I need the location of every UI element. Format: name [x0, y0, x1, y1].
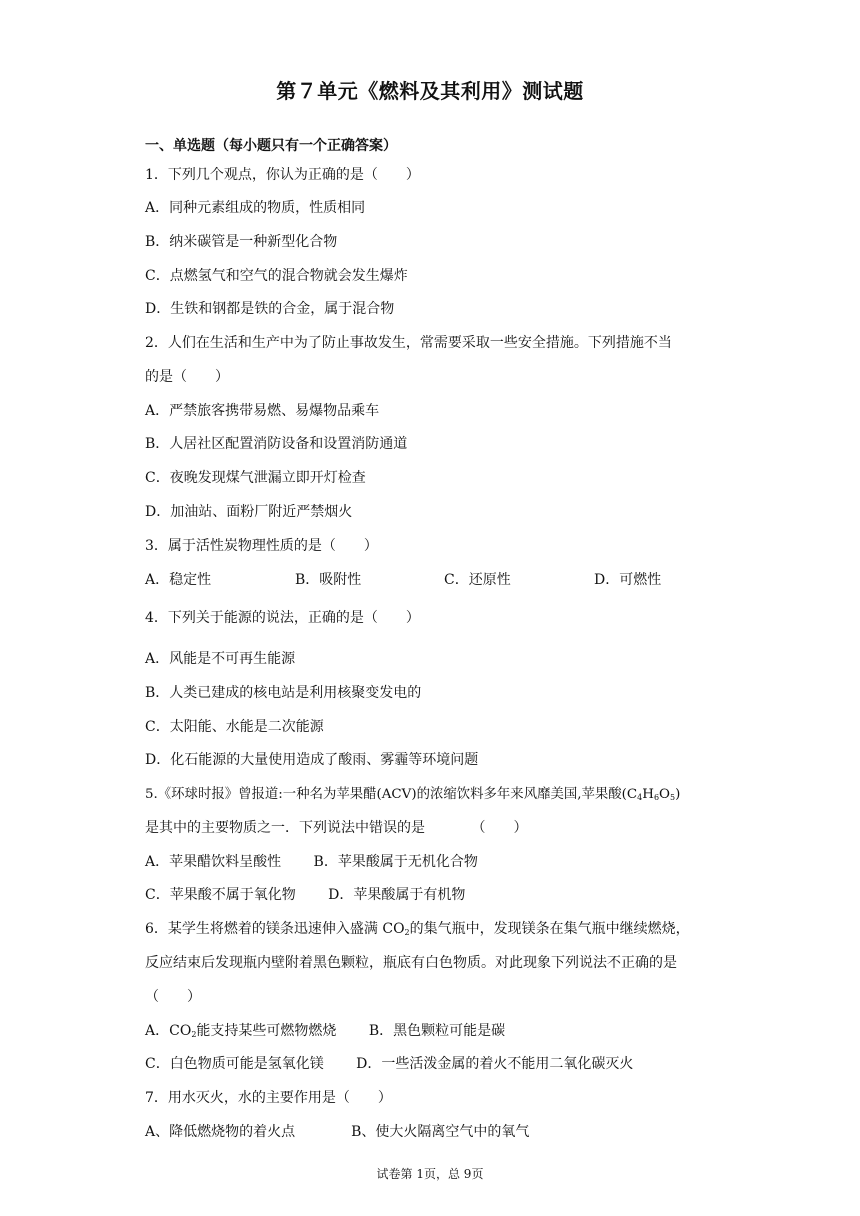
q5-text-o: O [659, 787, 671, 802]
question-3-stem: 3．属于活性炭物理性质的是（ ） [145, 538, 378, 554]
question-3-option-d: D．可燃性 [594, 572, 662, 588]
question-4-stem: 4．下列关于能源的说法，正确的是（ ） [145, 610, 420, 626]
question-7-stem: 7．用水灭火，水的主要作用是（ ） [145, 1090, 392, 1106]
question-2-option-a: A．严禁旅客携带易燃、易爆物品乘车 [145, 403, 380, 419]
question-5-options-cd: C．苹果酸不属于氧化物 D．苹果酸属于有机物 [145, 887, 466, 903]
q6-a-post: 能支持某些可燃物燃烧 B．黑色颗粒可能是碳 [196, 1023, 506, 1039]
question-6-options-cd: C．白色物质可能是氢氧化镁 D．一些活泼金属的着火不能用二氧化碳灭火 [145, 1056, 634, 1072]
q6-a-sub: 2 [191, 1030, 197, 1039]
question-5-options-ab: A．苹果醋饮料呈酸性 B．苹果酸属于无机化合物 [145, 854, 478, 870]
question-2-stem-line2: 的是（ ） [145, 369, 229, 385]
question-1-option-c: C．点燃氢气和空气的混合物就会发生爆炸 [145, 268, 408, 284]
question-5-stem-line2: 是其中的主要物质之一．下列说法中错误的是 （ ） [145, 820, 528, 836]
question-6-options-ab [145, 1020, 505, 1040]
question-2-option-d: D．加油站、面粉厂附近严禁烟火 [145, 504, 353, 520]
question-4-option-d: D．化石能源的大量使用造成了酸雨、雾霾等环境问题 [145, 752, 479, 768]
question-2-stem-line1: 2．人们在生活和生产中为了防止事故发生，常需要采取一些安全措施。下列措施不当 [145, 335, 672, 351]
q5-text-post: ) [675, 787, 681, 802]
q6-sub: 2 [404, 928, 410, 937]
question-6-stem-line2: 反应结束后发现瓶内壁附着黑色颗粒，瓶底有白色物质。对此现象下列说法不正确的是 [145, 955, 677, 971]
question-1-option-b: B．纳米碳管是一种新型化合物 [145, 234, 338, 250]
question-2-option-c: C．夜晚发现煤气泄漏立即开灯检查 [145, 470, 366, 486]
q5-sub-o: 5 [670, 793, 676, 802]
q6-text-post: 的集气瓶中，发现镁条在集气瓶中继续燃烧， [409, 921, 690, 937]
question-7-options-ab: A、降低燃烧物的着火点 B、使大火隔离空气中的氧气 [145, 1124, 530, 1140]
question-3-option-b: B．吸附性 [295, 572, 362, 588]
section-heading: 一、单选题（每小题只有一个正确答案） [145, 138, 397, 154]
question-1-option-a: A．同种元素组成的物质，性质相同 [145, 200, 366, 216]
page-footer: 试卷第 1页，总 9页 [376, 1167, 484, 1181]
question-3-option-c: C．还原性 [444, 572, 511, 588]
q5-text-h: H [642, 787, 654, 802]
question-4-option-b: B．人类已建成的核电站是利用核聚变发电的 [145, 685, 422, 701]
question-4-option-c: C．太阳能、水能是二次能源 [145, 719, 324, 735]
question-1-option-d: D．生铁和钢都是铁的合金，属于混合物 [145, 301, 395, 317]
question-2-option-b: B．人居社区配置消防设备和设置消防通道 [145, 436, 408, 452]
q6-a-pre: A．CO [145, 1023, 192, 1039]
question-6-stem-line3: （ ） [145, 989, 201, 1005]
question-4-option-a: A．风能是不可再生能源 [145, 651, 296, 667]
question-5-stem-line1 [145, 783, 680, 802]
page-title: 第７单元《燃料及其利用》测试题 [276, 79, 584, 103]
question-3-option-a: A．稳定性 [145, 572, 212, 588]
question-6-stem-line1 [145, 918, 690, 938]
q5-sub-h: 6 [653, 793, 660, 802]
question-1-stem: 1．下列几个观点，你认为正确的是（ ） [145, 167, 420, 183]
q6-text-pre: 6．某学生将燃着的镁条迅速伸入盛满 CO [145, 921, 405, 937]
q5-sub-c: 4 [637, 793, 643, 802]
q5-text-pre: 5.《环球时报》曾报道:一种名为苹果醋(ACV)的浓缩饮料多年来风靡美国,苹果酸(C [145, 787, 638, 802]
